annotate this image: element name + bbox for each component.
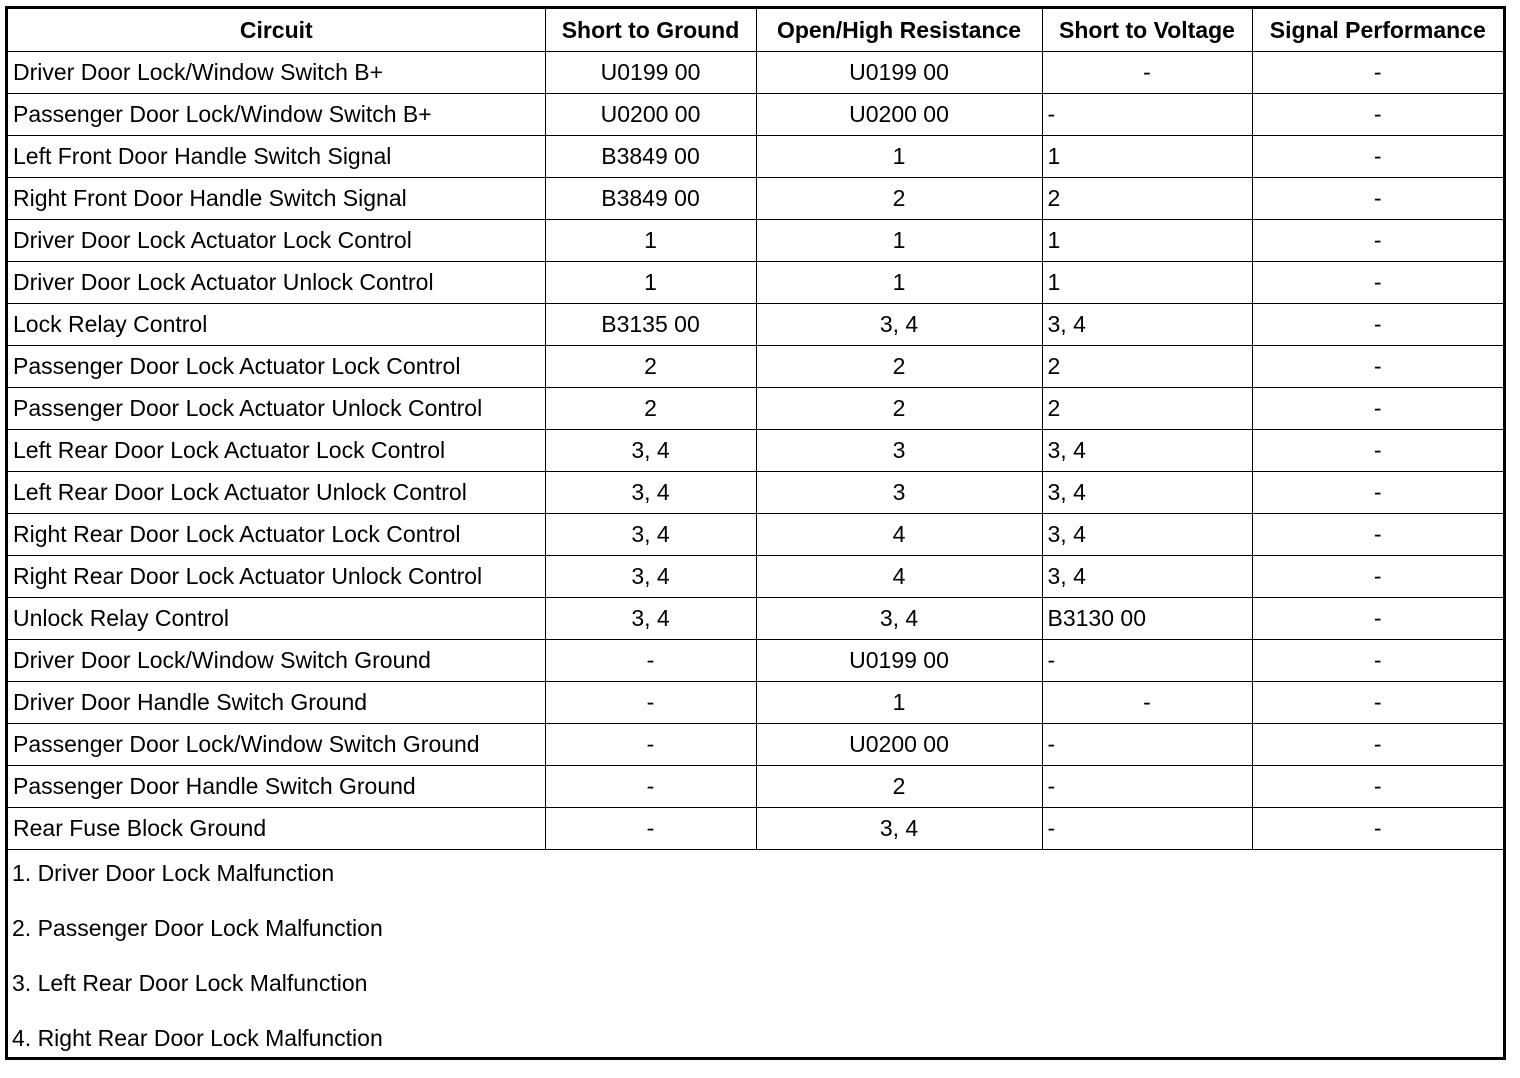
cell-signal-performance: - [1252,472,1503,514]
cell-open-high-resistance: 3, 4 [756,598,1042,640]
cell-short-to-ground: - [545,808,756,850]
cell-short-to-voltage: 3, 4 [1042,472,1252,514]
header-circuit: Circuit [8,9,545,52]
cell-short-to-voltage: - [1042,766,1252,808]
table-row [8,472,1503,514]
cell-short-to-voltage: 3, 4 [1042,556,1252,598]
cell-circuit: Rear Fuse Block Ground [8,808,545,850]
cell-circuit: Right Rear Door Lock Actuator Unlock Control [8,556,545,598]
cell-open-high-resistance: U0199 00 [756,52,1042,94]
cell-open-high-resistance: 4 [756,556,1042,598]
cell-signal-performance: - [1252,640,1503,682]
cell-circuit: Unlock Relay Control [8,598,545,640]
table-row [8,514,1503,556]
cell-short-to-voltage: - [1042,94,1252,136]
cell-signal-performance: - [1252,556,1503,598]
footnote-4: 4. Right Rear Door Lock Malfunction [12,1025,383,1051]
cell-short-to-voltage: - [1042,724,1252,766]
cell-signal-performance: - [1252,52,1503,94]
cell-circuit: Driver Door Lock/Window Switch B+ [8,52,545,94]
cell-short-to-voltage: 1 [1042,220,1252,262]
cell-circuit: Right Front Door Handle Switch Signal [8,178,545,220]
cell-short-to-voltage: - [1042,682,1252,724]
table-row [8,136,1503,178]
cell-circuit: Passenger Door Handle Switch Ground [8,766,545,808]
cell-circuit: Passenger Door Lock Actuator Unlock Control [8,388,545,430]
table-row [8,430,1503,472]
header-short-to-voltage: Short to Voltage [1042,9,1252,52]
cell-open-high-resistance: 1 [756,136,1042,178]
cell-open-high-resistance: 2 [756,766,1042,808]
cell-open-high-resistance: 1 [756,682,1042,724]
cell-circuit: Lock Relay Control [8,304,545,346]
cell-circuit: Passenger Door Lock/Window Switch B+ [8,94,545,136]
cell-short-to-voltage: 1 [1042,262,1252,304]
table-row [8,346,1503,388]
cell-open-high-resistance: 2 [756,346,1042,388]
cell-signal-performance: - [1252,766,1503,808]
cell-open-high-resistance: 2 [756,388,1042,430]
header-open-high-resistance: Open/High Resistance [756,9,1042,52]
cell-short-to-voltage: - [1042,640,1252,682]
cell-short-to-ground: 3, 4 [545,598,756,640]
cell-short-to-ground: 3, 4 [545,472,756,514]
header-signal-performance: Signal Performance [1252,9,1503,52]
cell-signal-performance: - [1252,598,1503,640]
cell-short-to-ground: 1 [545,220,756,262]
cell-open-high-resistance: 3 [756,430,1042,472]
cell-short-to-voltage: 3, 4 [1042,514,1252,556]
cell-signal-performance: - [1252,346,1503,388]
cell-signal-performance: - [1252,388,1503,430]
cell-circuit: Driver Door Lock/Window Switch Ground [8,640,545,682]
cell-open-high-resistance: 3, 4 [756,808,1042,850]
cell-signal-performance: - [1252,514,1503,556]
cell-short-to-ground: - [545,766,756,808]
cell-short-to-ground: B3849 00 [545,136,756,178]
cell-short-to-voltage: 1 [1042,136,1252,178]
cell-short-to-ground: B3849 00 [545,178,756,220]
footnote-1: 1. Driver Door Lock Malfunction [12,860,335,886]
cell-short-to-ground: U0200 00 [545,94,756,136]
cell-short-to-voltage: 2 [1042,178,1252,220]
table-row [8,178,1503,220]
cell-circuit: Right Rear Door Lock Actuator Lock Control [8,514,545,556]
cell-signal-performance: - [1252,724,1503,766]
cell-circuit: Driver Door Lock Actuator Unlock Control [8,262,545,304]
cell-signal-performance: - [1252,136,1503,178]
cell-short-to-voltage: - [1042,52,1252,94]
cell-short-to-ground: 2 [545,388,756,430]
cell-short-to-ground: U0199 00 [545,52,756,94]
cell-short-to-voltage: 2 [1042,346,1252,388]
cell-circuit: Driver Door Lock Actuator Lock Control [8,220,545,262]
cell-short-to-ground: - [545,682,756,724]
table-row [8,682,1503,724]
cell-open-high-resistance: 1 [756,220,1042,262]
cell-signal-performance: - [1252,304,1503,346]
table-row [8,388,1503,430]
table-row [8,304,1503,346]
cell-open-high-resistance: 4 [756,514,1042,556]
cell-signal-performance: - [1252,262,1503,304]
cell-short-to-ground: 2 [545,346,756,388]
cell-circuit: Left Front Door Handle Switch Signal [8,136,545,178]
table-row [8,640,1503,682]
header-row [8,9,1503,52]
cell-short-to-ground: 3, 4 [545,514,756,556]
dtc-symptom-table-container [5,6,1506,1060]
cell-circuit: Left Rear Door Lock Actuator Lock Control [8,430,545,472]
cell-open-high-resistance: 3 [756,472,1042,514]
table-body [8,52,1503,850]
cell-short-to-voltage: 3, 4 [1042,430,1252,472]
cell-short-to-ground: - [545,640,756,682]
table-row [8,52,1503,94]
cell-open-high-resistance: U0200 00 [756,94,1042,136]
cell-open-high-resistance: 2 [756,178,1042,220]
footnotes [8,850,1503,1078]
cell-short-to-ground: - [545,724,756,766]
cell-signal-performance: - [1252,808,1503,850]
cell-signal-performance: - [1252,430,1503,472]
table-row [8,808,1503,850]
table-row [8,724,1503,766]
cell-short-to-voltage: - [1042,808,1252,850]
table-row [8,262,1503,304]
cell-open-high-resistance: 1 [756,262,1042,304]
cell-signal-performance: - [1252,682,1503,724]
cell-circuit: Passenger Door Lock Actuator Lock Control [8,346,545,388]
table-row [8,94,1503,136]
cell-circuit: Passenger Door Lock/Window Switch Ground [8,724,545,766]
cell-short-to-ground: 1 [545,262,756,304]
cell-short-to-ground: 3, 4 [545,430,756,472]
cell-short-to-ground: 3, 4 [545,556,756,598]
cell-short-to-voltage: 3, 4 [1042,304,1252,346]
cell-open-high-resistance: 3, 4 [756,304,1042,346]
circuit-fault-table [8,9,1503,850]
cell-circuit: Left Rear Door Lock Actuator Unlock Control [8,472,545,514]
cell-short-to-ground: B3135 00 [545,304,756,346]
cell-open-high-resistance: U0199 00 [756,640,1042,682]
cell-signal-performance: - [1252,220,1503,262]
cell-signal-performance: - [1252,94,1503,136]
footnote-2: 2. Passenger Door Lock Malfunction [12,915,383,941]
table-row [8,220,1503,262]
cell-open-high-resistance: U0200 00 [756,724,1042,766]
cell-circuit: Driver Door Handle Switch Ground [8,682,545,724]
cell-short-to-voltage: B3130 00 [1042,598,1252,640]
cell-signal-performance: - [1252,178,1503,220]
table-row [8,556,1503,598]
footnote-3: 3. Left Rear Door Lock Malfunction [12,970,368,996]
cell-short-to-voltage: 2 [1042,388,1252,430]
header-short-to-ground: Short to Ground [545,9,756,52]
table-row [8,766,1503,808]
table-row [8,598,1503,640]
